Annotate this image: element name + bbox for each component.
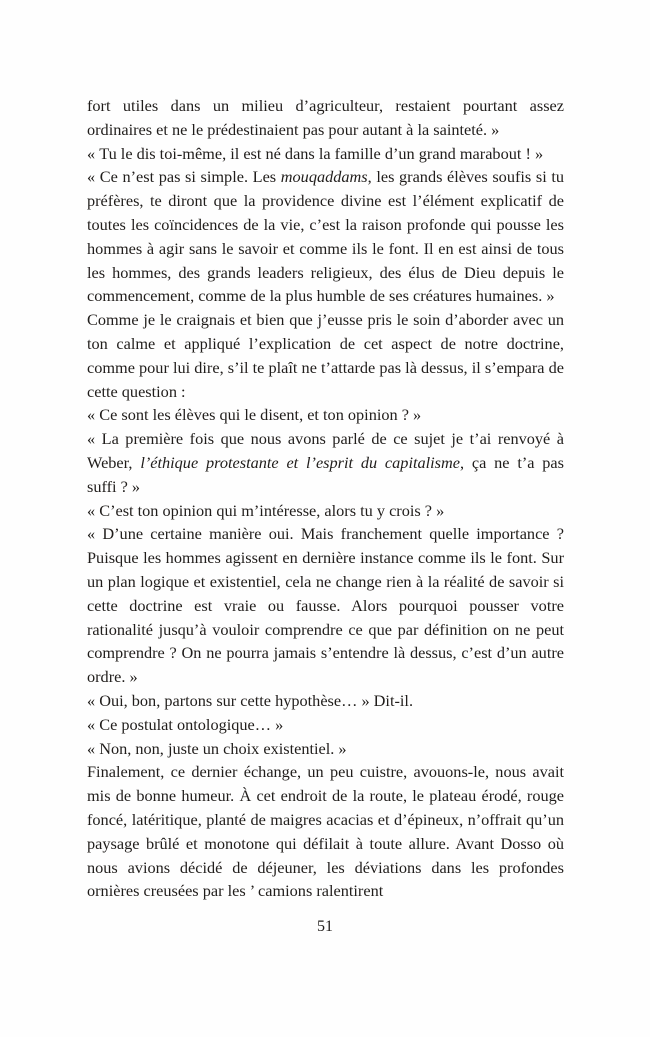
paragraph: [87, 737, 564, 761]
italic-run: l’éthique protestante et l’esprit du capitalisme: [140, 452, 460, 472]
paragraph: [87, 94, 564, 142]
paragraph: [87, 427, 564, 498]
text-run: Comme je le craignais et bien que j’eusse pris le soin d’aborder avec un ton calme et appliqué l’explication de cet aspect de notre doctrine, comme pour lui dire, s’il te plaît ne t’attarde pas là dessus, il s’empara de cette question :: [87, 310, 564, 401]
paragraph: [87, 165, 564, 308]
text-run: « Tu le dis toi-même, il est né dans la famille d’un grand marabout ! »: [87, 143, 544, 163]
paragraph: [87, 499, 564, 523]
text-run: « Ce postulat ontologique… »: [87, 714, 284, 734]
text-run: Finalement, ce dernier échange, un peu cuistre, avouons-le, nous avait mis de bonne humeur. À cet endroit de la route, le plateau érodé, rouge foncé, latéritique, planté de maigres acacias et d’épineux, n’offrait qu’un paysage brûlé et monotone qui défilait à toute allure. Avant Dosso où nous avions décidé de déjeuner, les déviations dans les profondes ornières creusées par les ’ camions ralentirent: [87, 762, 564, 901]
paragraph: [87, 403, 564, 427]
text-run: , ça ne t’a pas suffi ? »: [87, 452, 564, 496]
text-run: « Ce sont les élèves qui le disent, et ton opinion ? »: [87, 405, 422, 425]
paragraph: [87, 142, 564, 166]
italic-run: mouqaddams: [280, 167, 368, 187]
paragraph: [87, 713, 564, 737]
text-run: « Ce n’est pas si simple. Les: [87, 167, 281, 187]
text-block: [87, 94, 564, 903]
text-run: « D’une certaine manière oui. Mais franchement quelle importance ? Puisque les hommes agissent en dernière instance comme ils le font. Sur un plan logique et existentiel, cela ne change rien à la réalité de savoir si cette doctrine est vraie ou fausse. Alors pourquoi pousser votre rationalité jusqu’à vouloir comprendre ce que par définition on ne peut comprendre ? On ne pourra jamais s’entendre là dessus, c’est d’un autre ordre. »: [87, 524, 564, 687]
text-run: « C’est ton opinion qui m’intéresse, alors tu y crois ? »: [87, 500, 445, 520]
paragraph: [87, 689, 564, 713]
text-run: « La première fois que nous avons parlé de ce sujet je t’ai renvoyé à Weber,: [87, 429, 564, 472]
text-run: , les grands élèves soufis si tu préfères, te diront que la providence divine est l’élément explicatif de toutes les coïncidences de la vie, c’est la raison profonde qui pousse les hommes à agir sans le savoir et comme ils le font. Il en est ainsi de tous les hommes, des grands leaders religieux, des élus de Dieu depuis le commencement, comme de la plus humble de ses créatures humaines. »: [87, 167, 565, 306]
paragraph: [87, 522, 564, 689]
text-run: « Oui, bon, partons sur cette hypothèse… » Dit-il.: [87, 690, 414, 710]
text-run: fort utiles dans un milieu d’agriculteur, restaient pourtant assez ordinaires et ne le prédestinaient pas pour autant à la sainteté. »: [87, 96, 564, 139]
page-number: 51: [317, 918, 333, 935]
paragraph: [87, 760, 564, 903]
paragraph: [87, 308, 564, 403]
text-run: « Non, non, juste un choix existentiel. »: [87, 738, 347, 758]
